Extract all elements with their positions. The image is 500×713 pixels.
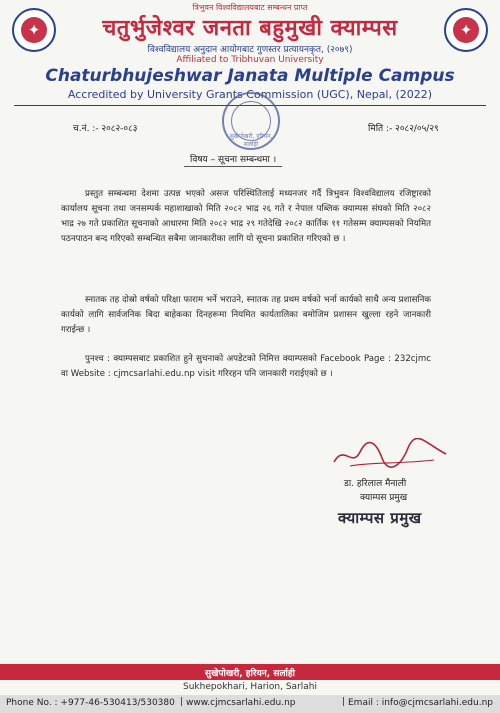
campus-name-nepali: चतुर्भुजेश्वर जनता बहुमुखी क्याम्पस — [102, 16, 398, 41]
footer-address-english: Sukhepokhari, Harion, Sarlahi — [182, 682, 317, 692]
footer-address-nepali: सुखेपोखरी, हरियन, सर्लाही — [204, 669, 295, 679]
reference-number: च.नं. :- २०८२-०८३ — [73, 124, 138, 134]
designation-stamp: क्याम्पस प्रमुख — [338, 509, 422, 527]
campus-logo-icon: ✦ — [444, 8, 488, 52]
seal-text: सुखेपोखरी, हरियन, सर्लाही — [229, 133, 273, 148]
body-paragraph: स्नातक तह दोस्रो वर्षको परिक्षा फाराम भर्ने भराउने, स्नातक तह प्रथम वर्षको भर्ना कार्यको साथै अन्य प्रशासनिक कार्यको लागि सार्वजनिक बिदा बाहेकका दिनहरूमा नियमित कार्यतालिका बमोजिम प्रशासन खुल्ला रहने जानकारी गराईन्छ । — [61, 295, 431, 335]
footer-phone: Phone No. : +977-46-530413/530380 — [6, 698, 175, 708]
letter-date: मिति :- २०८२/०५/२९ — [368, 124, 439, 134]
handwritten-signature — [330, 438, 450, 472]
signatory-name: डा. हरिलाल मैनाली — [344, 479, 407, 489]
campus-logo-icon: ✦ — [12, 8, 56, 52]
header-top-line: त्रिभुवन विश्वविद्यालयबाट सम्बन्धन प्राप्त — [192, 3, 308, 12]
accreditation-text: Accredited by University Grants Commission (UGC), Nepal, (2022) — [67, 88, 433, 101]
footer-separator: | — [342, 697, 346, 707]
campus-name-english: Chaturbhujeshwar Janata Multiple Campus — [45, 66, 455, 86]
body-paragraph: प्रस्तुत सम्बन्धमा देशमा उत्पन्न भएको असज परिस्थितिलाई मध्यनजर गर्दै त्रिभुवन विश्वविद्यालय रजिष्ट्रारको कार्यालय सूचना तथा जनसम्पर्क महाशाखाको मिति २०८२ भाद्र २६ गते र नेपाल पब्लिक क्याम्पस संघको मिति २०८२ भाद्र २७ गते प्रकाशित सूचनाको आधारमा मिति २०८२ भाद्र २९ गतेदेखि २०८२ कार्तिक ११ गतेसम्म क्याम्पसको नियमित पठनपाठन बन्द गरिएको सम्बन्धित सबैमा जानकारीका लागि यो सूचना प्रकाशित गरिएको छ । — [61, 189, 431, 244]
campus-seal-icon — [222, 92, 280, 150]
header-subline-nepali: विश्वविद्यालय अनुदान आयोगबाट गुणस्तर प्रत्यायनकृत, (२०७९) — [147, 45, 353, 55]
signatory-title: क्याम्पस प्रमुख — [360, 493, 408, 503]
body-paragraph: पुनश्च : क्याम्पसबाट प्रकाशित हुने सुचनाको अपडेटको निमित्त क्याम्पसको Facebook Page : 232cjmc वा Website : cjmcsarlahi.edu.np visit गरिरहन पनि जानकारी गराईएको छ । — [61, 354, 431, 379]
letter-subject: विषय – सूचना सम्बन्धमा । — [184, 151, 282, 167]
footer-website: www.cjmcsarlahi.edu.np — [186, 698, 296, 708]
footer-email: Email : info@cjmcsarlahi.edu.np — [348, 698, 493, 708]
footer-separator: | — [180, 697, 184, 707]
affiliation-text: Affiliated to Tribhuvan University — [176, 55, 324, 65]
